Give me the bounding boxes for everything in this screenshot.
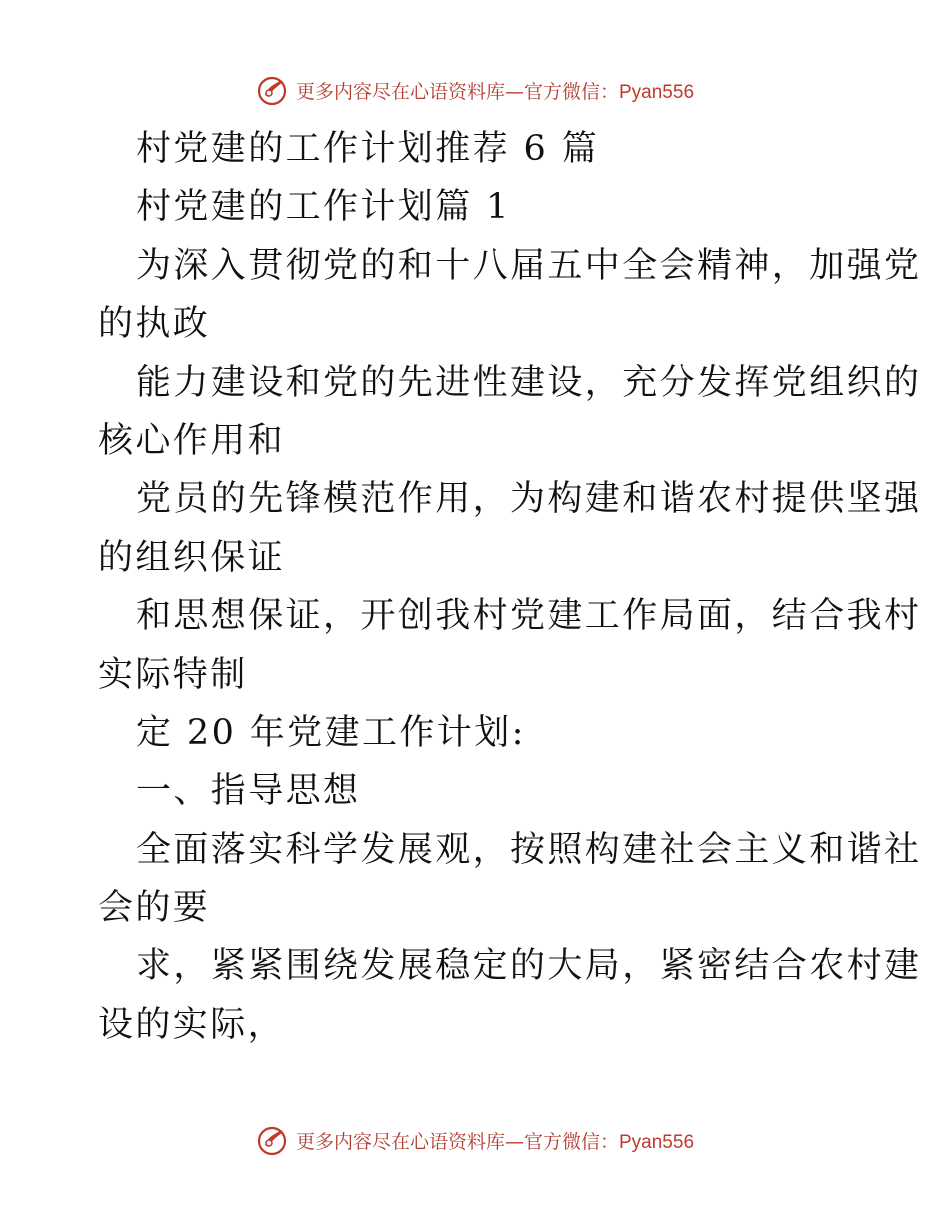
text-line: 能力建设和党的先进性建设，充分发挥党组织的	[136, 362, 922, 403]
watermark-separator: —	[504, 1130, 524, 1153]
watermark-text	[296, 1127, 694, 1154]
text-line: 设的实际，	[98, 1004, 286, 1045]
watermark-contact-label: 官方微信：	[523, 80, 619, 103]
watermark-footer	[0, 1120, 950, 1160]
text-line: 村党建的工作计划推荐 6 篇	[136, 129, 600, 169]
brand-logo-icon	[256, 1124, 288, 1156]
watermark-separator: —	[504, 80, 524, 103]
text-line: 求，紧紧围绕发展稳定的大局，紧密结合农村建	[136, 946, 922, 987]
text-line: 一、指导思想	[136, 771, 361, 812]
text-line: 会的要	[98, 888, 211, 929]
text-line: 全面落实科学发展观，按照构建社会主义和谐社	[136, 829, 922, 870]
watermark-contact-id: Pyan556	[619, 81, 695, 103]
text-line: 的组织保证	[98, 537, 286, 578]
text-line: 定 20 年党建工作计划:	[136, 712, 526, 753]
watermark-header	[0, 70, 950, 110]
text-line: 为深入贯彻党的和十八届五中全会精神，加强党	[136, 245, 922, 286]
watermark-site: 更多内容尽在心语资料库	[295, 1130, 505, 1153]
text-line: 实际特制	[98, 654, 248, 695]
text-line: 和思想保证，开创我村党建工作局面，结合我村	[136, 596, 922, 637]
watermark-site: 更多内容尽在心语资料库	[295, 80, 505, 103]
text-line: 的执政	[98, 304, 211, 345]
text-line: 党员的先锋模范作用，为构建和谐农村提供坚强	[136, 479, 922, 520]
text-line: 核心作用和	[98, 420, 286, 461]
text-line: 村党建的工作计划篇 1	[136, 187, 511, 228]
watermark-contact-id: Pyan556	[619, 1131, 695, 1153]
brand-logo-icon	[256, 74, 288, 106]
document-body	[98, 120, 922, 1054]
watermark-contact-label: 官方微信：	[523, 1130, 619, 1153]
watermark-text	[296, 77, 694, 104]
